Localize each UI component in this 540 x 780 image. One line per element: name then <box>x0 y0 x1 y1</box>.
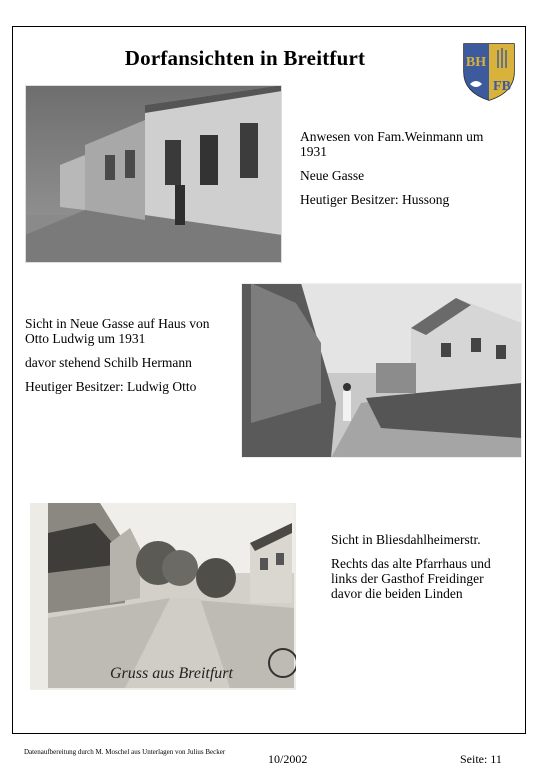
caption-line: Neue Gasse <box>300 168 365 183</box>
footer-date: 10/2002 <box>268 752 308 766</box>
caption-line: Heutiger Besitzer: Ludwig Otto <box>25 379 197 394</box>
postcard-greeting: Gruss aus Breitfurt <box>110 665 233 682</box>
coat-of-arms-icon <box>462 42 516 102</box>
photo-neue-gasse-street <box>241 283 522 458</box>
photo-bliesdahlheimerstr-postcard <box>30 503 296 690</box>
caption-section-3 <box>331 532 516 610</box>
footer-page-number: Seite: 11 <box>460 752 502 766</box>
page-title: Dorfansichten in Breitfurt <box>124 46 366 70</box>
caption-section-2 <box>25 316 230 403</box>
crest-letters-top: BH <box>465 55 487 70</box>
caption-line: Anwesen von Fam.Weinmann um 1931 <box>300 129 484 159</box>
photo-weinmann-house <box>25 85 282 263</box>
caption-line: Sicht in Neue Gasse auf Haus von Otto Ludwig um 1931 <box>25 316 210 346</box>
caption-section-1 <box>300 129 510 216</box>
footer-credit: Datenaufbereitung durch M. Moschel aus Unterlagen von Julius Becker <box>24 748 226 756</box>
caption-line: Heutiger Besitzer: Hussong <box>300 192 450 207</box>
crest-letters-bottom: FB <box>493 79 511 94</box>
caption-line: Rechts das alte Pfarrhaus und links der Gasthof Freidinger davor die beiden Linden <box>331 556 491 601</box>
caption-line: Sicht in Bliesdahlheimerstr. <box>331 532 481 547</box>
caption-line: davor stehend Schilb Hermann <box>25 355 192 370</box>
